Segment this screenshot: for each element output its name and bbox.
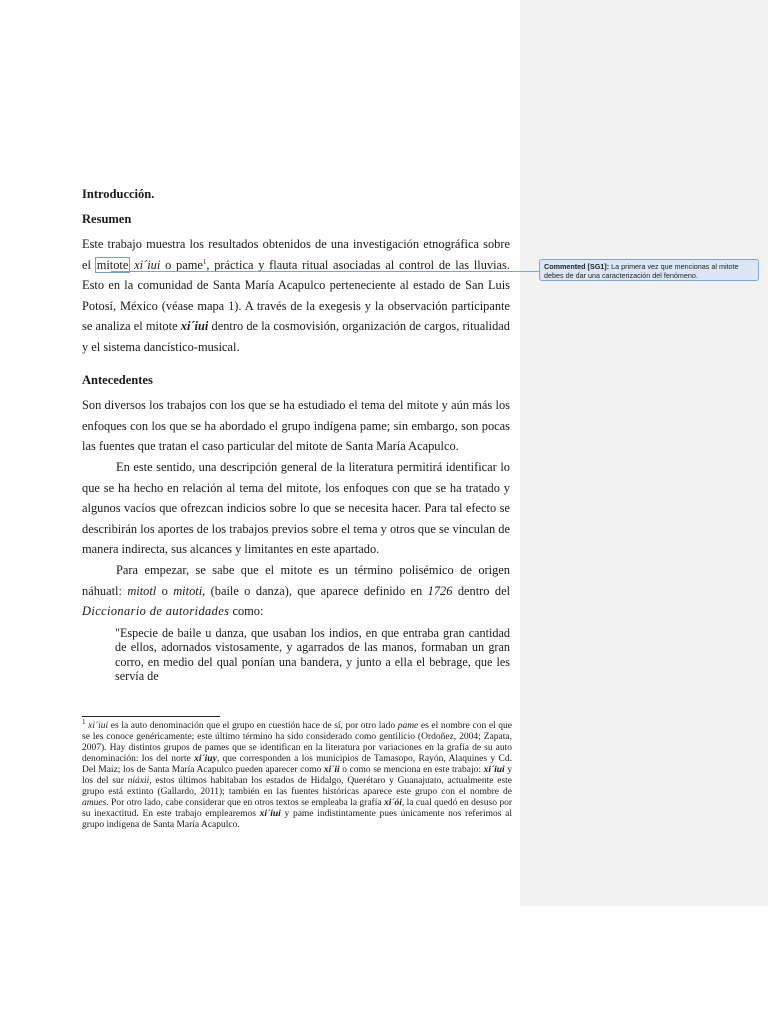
comment-text: La primera vez que mencionas al mitote debes de dar una caracterización del fenómeno.	[544, 262, 739, 281]
footnote-separator	[82, 716, 220, 717]
comment-author: Commented [SG1]:	[544, 262, 610, 271]
antecedentes-paragraph-3: Para empezar, se sabe que el mitote es un término polisémico de origen náhuatl: mitotl o mitoti, (baile o danza), que aparece definido en 1726 dentro del Diccionario de autoridades como:	[82, 563, 511, 619]
comment-anchor-mitote[interactable]: mitote	[96, 257, 129, 272]
comment-connector-line	[111, 271, 539, 272]
footnote-1: $^1$ xi´iui es la auto denominación que el grupo en cuestión hace de sí, por otro lado pame es el nombre con el que se les conoce genéricamente; este último término ha sido considerado como gentilicio (Ordoñez, 2004; Zapata, 2007). Hay distintos grupos de pames que se identifican en la literatura por variaciones en la grafía de su auto denominación: los del norte xi´iuy, que corresponden a los municipios de Tamasopo, Rayón, Alaquines y Cd. Del Maíz; los de Santa María Acapulco pueden aparecer como xi´ii o como se menciona en este trabajo: xi´iui y los del sur niáxii, estos últimos habitaban los estados de Hidalgo, Querétaro y Guanajuato, actualmente este grupo está extinto (Gallardo, 2011); también en las fuentes históricas aparece este grupo con el nombre de amues. Por otro lado, cabe considerar que en otros textos se empleaba la grafía xi´ói, la cual quedó en desuso por su inexactitud. En este trabajo emplearemos xi´iui y pame indistintamente pues únicamente nos referimos al grupo indígena de Santa María Acapulco.	[82, 717, 513, 830]
dictionary-quote: "Especie de baile u danza, que usaban los indios, en que entraba gran cantidad de ellos, adornados vistosamente, y agarrados de las manos, formaban un gran corro, en medio del qual ponían una bandera, y junto a ella el bebrage, que les servía de	[115, 626, 510, 683]
heading-antecedentes: Antecedentes	[82, 373, 153, 387]
footnote-ref[interactable]: 1	[202, 257, 207, 266]
resumen-paragraph: Este trabajo muestra los resultados obtenidos de una investigación etnográfica sobre el mitote xi´iui o pame$^1$, práctica y flauta ritual asociadas al control de las lluvias. Esto en la comunidad de Santa María Acapulco perteneciente al estado de San Luis Potosí, México (véase mapa 1). A través de la exegesis y la observación participante se analiza el mitote xi´iui dentro de la cosmovisión, organización de cargos, ritualidad y el sistema dancístico-musical.	[82, 237, 510, 354]
antecedentes-paragraph-2: En este sentido, una descripción general de la literatura permitirá identificar lo que se ha hecho en relación al tema del mitote, los enfoques con que se ha tratado y algunos vacíos que ofrezcan indicios sobre lo que se necesita hacer. Para tal efecto se describirán los aportes de los trabajos previos sobre el tema y otros que se vinculan de manera indirecta, sus alcances y limitantes en este apartado.	[82, 460, 510, 557]
antecedentes-paragraph-1: Son diversos los trabajos con los que se ha estudiado el tema del mitote y aún más los enfoques con los que se ha abordado el grupo indígena pame; sin embargo, son pocas las fuentes que tratan el caso particular del mitote de Santa María Acapulco.	[82, 398, 510, 454]
heading-resumen: Resumen	[82, 212, 132, 226]
comment-balloon[interactable]	[539, 259, 759, 281]
heading-introduccion: Introducción.	[82, 187, 155, 201]
comments-pane	[520, 0, 768, 906]
